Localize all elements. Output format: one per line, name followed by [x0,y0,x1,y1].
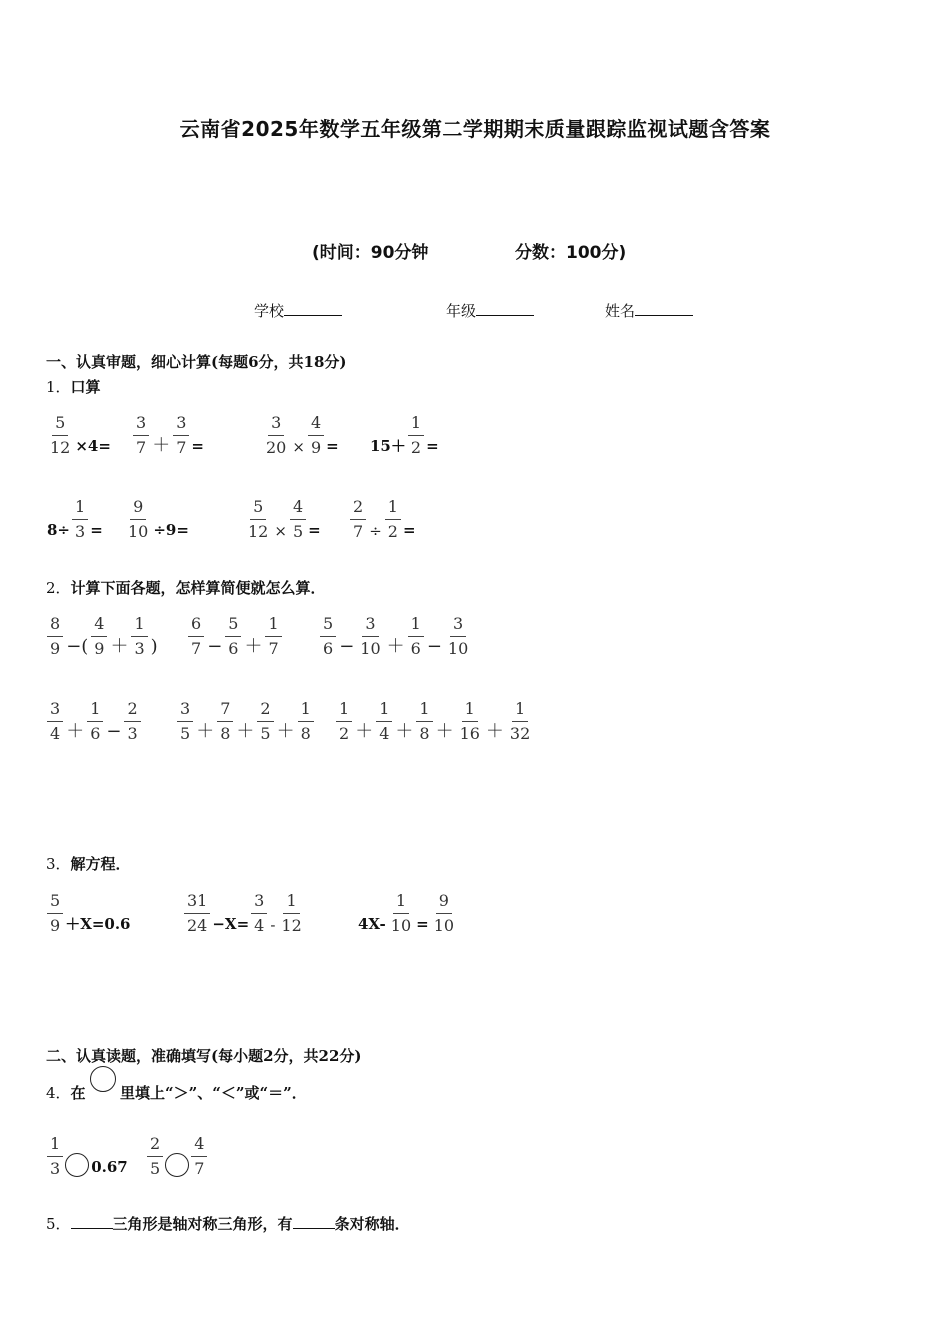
denominator: 2 [410,438,422,457]
equals-sign: = [308,521,321,539]
grade-blank [476,301,534,316]
fraction [263,415,289,456]
numerator: 3 [251,893,267,914]
denominator: 6 [410,639,421,658]
denominator: 6 [228,639,239,658]
denominator: 7 [194,1159,205,1178]
equals-sign: = [191,437,204,455]
numerator: 5 [47,893,63,914]
denominator: 8 [300,724,311,743]
numerator: 3 [133,415,149,436]
fraction [445,616,471,657]
question-number: 2． [46,579,71,597]
operator: × [274,522,287,540]
fraction [265,616,281,657]
equals-sign: = [90,521,103,539]
denominator: 5 [260,724,271,743]
equals-sign: = [416,915,429,933]
numerator: 1 [336,701,352,722]
operator: − [207,636,223,657]
fraction [188,616,204,657]
numerator: 4 [290,499,306,520]
section-1-heading: 一、认真审题，细心计算(每题6分，共18分) [46,353,347,371]
denominator: 6 [323,639,334,658]
numerator: 1 [87,701,103,722]
numerator: 1 [376,701,392,722]
question-text: 解方程． [70,855,131,873]
fraction [72,499,88,540]
numerator: 2 [257,701,273,722]
name-field [605,300,693,321]
numerator: 1 [385,499,401,520]
numerator: 8 [47,616,63,637]
numerator: 1 [283,893,299,914]
answer-circle[interactable] [65,1153,89,1177]
fraction [124,701,140,742]
question-2 [46,577,326,598]
numerator: 1 [298,701,314,722]
simplify-expression [319,607,472,657]
numerator: 1 [416,701,432,722]
denominator: 32 [509,724,531,743]
school-label: 学校 [254,302,285,320]
fraction [47,893,63,934]
expression-text: 15＋ [370,437,406,455]
question-text: 条对称轴． [334,1215,410,1233]
numerator: 1 [512,701,528,722]
page-title: 云南省2025年数学五年级第二学期期末质量跟踪监视试题含答案 [179,117,771,141]
denominator: 4 [254,916,265,935]
score-label: 分数：100分) [515,243,627,263]
operator: ＋ [244,636,263,657]
numerator: 6 [188,616,204,637]
numerator: 5 [250,499,266,520]
denominator: 5 [292,522,304,541]
fraction [431,893,457,934]
numerator: 3 [268,415,284,436]
numerator: 1 [408,616,424,637]
section-2-heading: 二、认真读题，准确填写(每小题2分，共22分) [46,1047,362,1065]
denominator: 7 [136,438,147,457]
fraction [308,415,324,456]
fraction [457,701,483,742]
fraction [125,499,151,540]
expression-text: 8÷ [47,521,71,539]
comparison [146,1127,208,1177]
oral-calc-expression [46,490,104,540]
numerator: 1 [393,893,409,914]
operator: ＋ [196,721,215,742]
fraction [184,893,210,934]
time-label: (时间：90分钟 [312,243,429,263]
fraction [47,1136,63,1177]
equation [46,884,132,934]
simplify-expression [46,692,142,742]
numerator: 4 [191,1136,207,1157]
expression-text: 0.67 [91,1158,128,1176]
denominator: 12 [50,438,71,457]
denominator: 7 [191,639,202,658]
operator: ＋ [66,721,85,742]
numerator: 1 [72,499,88,520]
question-text-post: 里填上“＞”、“＜”或“＝”． [120,1084,307,1102]
numerator: 1 [265,616,281,637]
operator: − [426,636,442,657]
fraction [408,415,424,456]
fraction [320,616,336,657]
fraction [385,499,401,540]
compare-circle-icon [90,1066,116,1092]
fraction [257,701,273,742]
fraction [91,616,107,657]
operator: ＋ [152,435,171,456]
question-text: 口算 [70,378,101,396]
fraction [278,893,304,934]
fraction [47,701,63,742]
oral-calc-expression [349,490,417,540]
fraction [376,701,392,742]
equation [183,884,306,934]
fraction [350,499,366,540]
operator: − [339,636,355,657]
school-field [254,300,342,321]
numerator: 2 [124,701,140,722]
denominator: 3 [75,522,86,541]
operator: ＋ [355,721,374,742]
fraction [251,893,267,934]
denominator: 2 [339,724,350,743]
simplify-expression [46,607,160,657]
denominator: 10 [128,522,149,541]
question-text-pre: 在 [70,1084,86,1102]
fraction [290,499,306,540]
simplify-expression [335,692,534,742]
expression-text: ×4= [75,437,111,455]
fraction [245,499,271,540]
denominator: 24 [187,916,208,935]
numerator: 9 [436,893,452,914]
answer-blank[interactable] [293,1214,335,1229]
numerator: 5 [225,616,241,637]
denominator: 9 [94,639,105,658]
numerator: 1 [47,1136,63,1157]
expression-text: −X= [212,915,250,933]
denominator: 9 [310,438,322,457]
equals-sign: = [402,521,416,539]
operator: ＋ [395,721,414,742]
operator: ＋ [236,721,255,742]
numerator: 31 [184,893,210,914]
equation [357,884,458,934]
fraction [298,701,314,742]
oral-calc-expression [244,490,322,540]
fraction [416,701,432,742]
fraction [147,1136,163,1177]
denominator: 12 [248,522,269,541]
denominator: 8 [220,724,231,743]
operator: ＋ [435,721,454,742]
numerator: 3 [177,701,193,722]
numerator: 7 [217,701,233,722]
denominator: 2 [387,522,398,541]
simplify-expression [187,607,283,657]
denominator: 12 [281,916,302,935]
denominator: 7 [268,639,279,658]
comparison [46,1127,129,1177]
name-label: 姓名 [605,302,636,320]
numerator: 2 [350,499,366,520]
question-text: 三角形是轴对称三角形，有 [112,1215,293,1233]
operator: ) [150,636,158,657]
question-number: 3． [46,855,71,873]
numerator: 3 [450,616,466,637]
fraction [408,616,424,657]
answer-circle[interactable] [165,1153,189,1177]
operator: - [270,916,276,934]
oral-calc-expression [132,406,205,456]
equals-sign: = [426,437,439,455]
fraction [47,415,73,456]
question-3 [46,853,131,874]
oral-calc-expression [46,406,112,456]
numerator: 3 [173,415,189,436]
operator: ＋ [110,636,129,657]
operator: −( [66,636,89,657]
denominator: 7 [353,522,364,541]
denominator: 5 [180,724,191,743]
denominator: 3 [134,639,145,658]
operator: ÷ [369,522,382,540]
simplify-expression [176,692,315,742]
numerator: 3 [362,616,378,637]
equals-sign: = [326,437,339,455]
name-blank [635,301,693,316]
operator: ＋ [485,721,504,742]
fraction [133,415,149,456]
expression-text: 4X- [358,915,386,933]
operator: ＋ [276,721,295,742]
denominator: 20 [266,438,287,457]
expression-text: ＋X=0.6 [65,915,131,933]
fraction [191,1136,207,1177]
answer-blank[interactable] [71,1214,113,1229]
denominator: 3 [127,724,138,743]
fraction [47,616,63,657]
fraction [177,701,193,742]
denominator: 9 [50,916,61,935]
numerator: 1 [462,701,478,722]
numerator: 1 [131,616,147,637]
question-text: 计算下面各题，怎样算简便就怎么算． [70,579,326,597]
denominator: 9 [50,639,61,658]
denominator: 4 [379,724,390,743]
expression-text: ÷9= [153,521,189,539]
numerator: 1 [408,415,424,436]
fraction [225,616,241,657]
numerator: 3 [47,701,63,722]
denominator: 3 [50,1159,61,1178]
denominator: 10 [447,639,469,658]
denominator: 10 [390,916,412,935]
oral-calc-expression [369,406,440,456]
denominator: 10 [433,916,455,935]
denominator: 4 [50,724,61,743]
oral-calc-expression [124,490,190,540]
denominator: 5 [150,1159,161,1178]
question-5 [46,1213,410,1234]
denominator: 6 [90,724,101,743]
numerator: 2 [147,1136,163,1157]
fraction [388,893,414,934]
oral-calc-expression [262,406,340,456]
question-number: 1． [46,378,71,396]
fraction [217,701,233,742]
numerator: 5 [52,415,68,436]
question-number: 4． [46,1084,71,1102]
denominator: 8 [419,724,430,743]
fraction [131,616,147,657]
fraction [336,701,352,742]
grade-field [446,300,534,321]
numerator: 9 [130,499,146,520]
numerator: 5 [320,616,336,637]
denominator: 7 [176,438,187,457]
denominator: 10 [360,639,381,658]
question-1 [46,376,101,397]
numerator: 4 [91,616,107,637]
fraction [87,701,103,742]
fraction [507,701,533,742]
numerator: 4 [308,415,324,436]
question-number: 5． [46,1215,71,1233]
school-blank [284,301,342,316]
operator: × [292,438,305,456]
denominator: 16 [459,724,480,743]
operator: − [106,721,122,742]
operator: ＋ [386,636,405,657]
fraction [173,415,189,456]
fraction [357,616,383,657]
grade-label: 年级 [446,302,477,320]
question-4 [46,1082,86,1103]
